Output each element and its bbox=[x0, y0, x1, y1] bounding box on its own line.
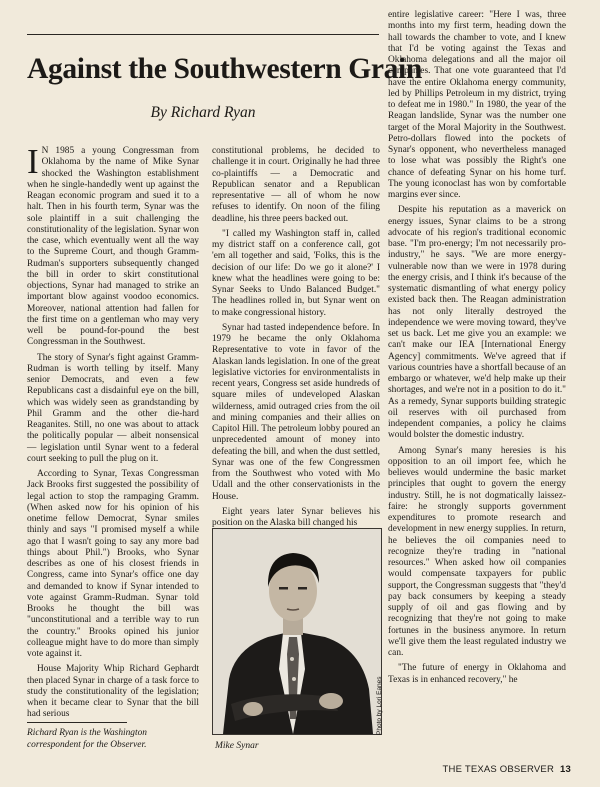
drop-cap: I bbox=[27, 142, 39, 181]
portrait-illustration bbox=[213, 529, 381, 734]
article-headline: Against the Southwestern Grain bbox=[27, 53, 422, 85]
text-column-1 bbox=[27, 142, 199, 720]
paragraph: Despite his reputation as a maverick on energy issues, Synar claims to be a strong advocate of his region's traditional economic base. "I'm pro-energy; I'm not necessarily pro-industry," he says. "We are more energy-vulnerable now than we were in 1978 during the energy crisis, and I think it's because of the systematic dismantling of what energy policy existed back then. The Reagan administration has not only literally destroyed the independence we were moving toward, they've set us back. Let me give you an example: we can't make our IEA [International Energy Agency] commitments. We've agreed that if various countries have a shortfall because of an embargo or whatever, we'd help make up their shortages, and we're not in a position to do it." As a remedy, Synar supports building strategic oil reserves with oil purchased from independent companies, a policy he claims would bolster the domestic industry. bbox=[388, 205, 566, 441]
paragraph: House Majority Whip Richard Gephardt then placed Synar in charge of a task force to study the constitutionality of the legislation; when it became clear to Synar that the bill had serious bbox=[27, 664, 199, 720]
article-byline: By Richard Ryan bbox=[150, 104, 256, 121]
paragraph: The story of Synar's fight against Gramm-Rudman is worth telling by itself. Many senior Democrats, and even a few Republicans cast a disdainful eye on the bill, which was widely seen as grandstanding by Phil Gramm and the other die-hard Reaganites. Still, no one was about to attack the politically popular — albeit nonsensical — legislation until Synar went to a federal court seeking to pull the plug on it. bbox=[27, 352, 199, 464]
page-footer bbox=[396, 764, 571, 775]
paragraph: entire legislative career: "Here I was, three months into my first term, heading down the hall towards the chamber to vote, and I knew that I'd be voting against the Texas and Oklahoma delegations and all the major oil companies. That one vote guaranteed that I'd have the entire Oklahoma energy community, led by Phillips Petroleum in my district, trying to defeat me in 1980." In 1980, the year of the Reagan landslide, Synar was the number one target of the Moral Majority in the Southwest. Petro-dollars flowed into the pockets of Synar's opponent, who nevertheless managed to lose what was possibly the Right's one chance of defeating Synar on his home turf. The young iconoclast has won by comfortable margins ever since. bbox=[388, 10, 566, 200]
text-column-3 bbox=[388, 10, 566, 770]
paragraph: Eight years later Synar believes his position on the Alaska bill changed his bbox=[212, 506, 380, 528]
top-rule bbox=[27, 34, 379, 35]
paragraph: Among Synar's many heresies is his opposition to an oil import fee, which he believes would undermine the basic market principles that ought to govern the energy industry. Still, he is not dogmatically laissez-faire: he strongly supports government expenditures to promote research and development in new energy supplies. In return, he believes the oil companies need to recognize they're trading in "national resources." When asked how oil companies would compensate taxpayers for public support, the Congressman suggests that "they'd pay back consumers by keeping a steady supply of oil and gas flowing and by recognizing that they're not going to make fortunes in the business anymore. In return we'll give them the least regulated industry we can. bbox=[388, 445, 566, 658]
paragraph: constitutional problems, he decided to challenge it in court. Originally he had three co-plaintiffs — a Democratic and Republican senator and a Republican representative — all of whom he now refuses to identify. On noon of the filing deadline, his three peers backed out. bbox=[212, 146, 380, 224]
paragraph: "The future of energy in Oklahoma and Texas is in enhanced recovery," he bbox=[388, 663, 566, 685]
paragraph: I N 1985 a young Congressman from Oklahoma by the name of Mike Synar shocked the Washington establishment when he single-handedly went up against the Reagan economic program and sued it to a halt. Then in his fourth term, Synar was the sole plaintiff in a suit challenging the constitutionality of the legislation. Synar won the case, which eventually went all the way to the Supreme Court, and though Gramm-Rudman's supporters subsequently changed the bill in order to skirt constitutional objections, Synar had managed to strike an important blow against voodoo economics. Moreover, national attention had fallen for the first time on a gentleman who may very well be pound-for-pound the best Congressman in the Southwest. bbox=[27, 142, 199, 348]
paragraph: Synar had tasted independence before. In 1979 he became the only Oklahoma Representative to vote in favor of the Alaskan lands legislation. In one of the great legislative victories for environmentalists in recent years, Congress set aside hundreds of square miles of undeveloped Alaskan wilderness, amid outraged cries from the oil and mining companies and their allies on Capitol Hill. The petroleum lobby poured an unprecedented amount of money into defeating the bill, and when the dust settled, Synar was one of the few Congressmen from the Southwest who voted with Mo Udall and the other conservationists in the House. bbox=[212, 322, 380, 502]
author-note: Richard Ryan is the Washington correspondent for the Observer. bbox=[27, 728, 147, 750]
photo-caption: Mike Synar bbox=[215, 741, 259, 751]
page-number: 13 bbox=[560, 764, 571, 775]
text-column-2 bbox=[212, 146, 380, 526]
photo-credit: Photo by Lori Eanes bbox=[376, 676, 383, 735]
paragraph: According to Synar, Texas Congressman Jack Brooks first suggested the possibility of legal action to stop the rampaging Gramm. (When asked now for his opinion of his onetime fellow Democrat, Synar smiles thinly and says "I promised myself a while ago that I wasn't going to say any more bad things about Phil.") Brooks, who Synar describes as one of his closest friends in Congress, came into Synar's office one day and demanded to know if Synar intended to vote against Gramm-Rudman. Synar told Brooks he thought the bill was "unconstitutional and a terrible way to run the country." Brooks opined his junior colleague might have to do more than simply vote against it. bbox=[27, 469, 199, 659]
portrait-photo bbox=[212, 528, 382, 735]
publication-name: THE TEXAS OBSERVER bbox=[442, 764, 555, 775]
paragraph: "I called my Washington staff in, called my district staff on a conference call, got 'em all together and said, 'Folks, this is the decision of our life: Do we go it alone?' I knew what the headlines were going to be: Synar Seeks to Undo Balanced Budget." The headlines rolled in, but Synar went on to make congressional history. bbox=[212, 228, 380, 318]
footnote-rule bbox=[27, 722, 127, 723]
